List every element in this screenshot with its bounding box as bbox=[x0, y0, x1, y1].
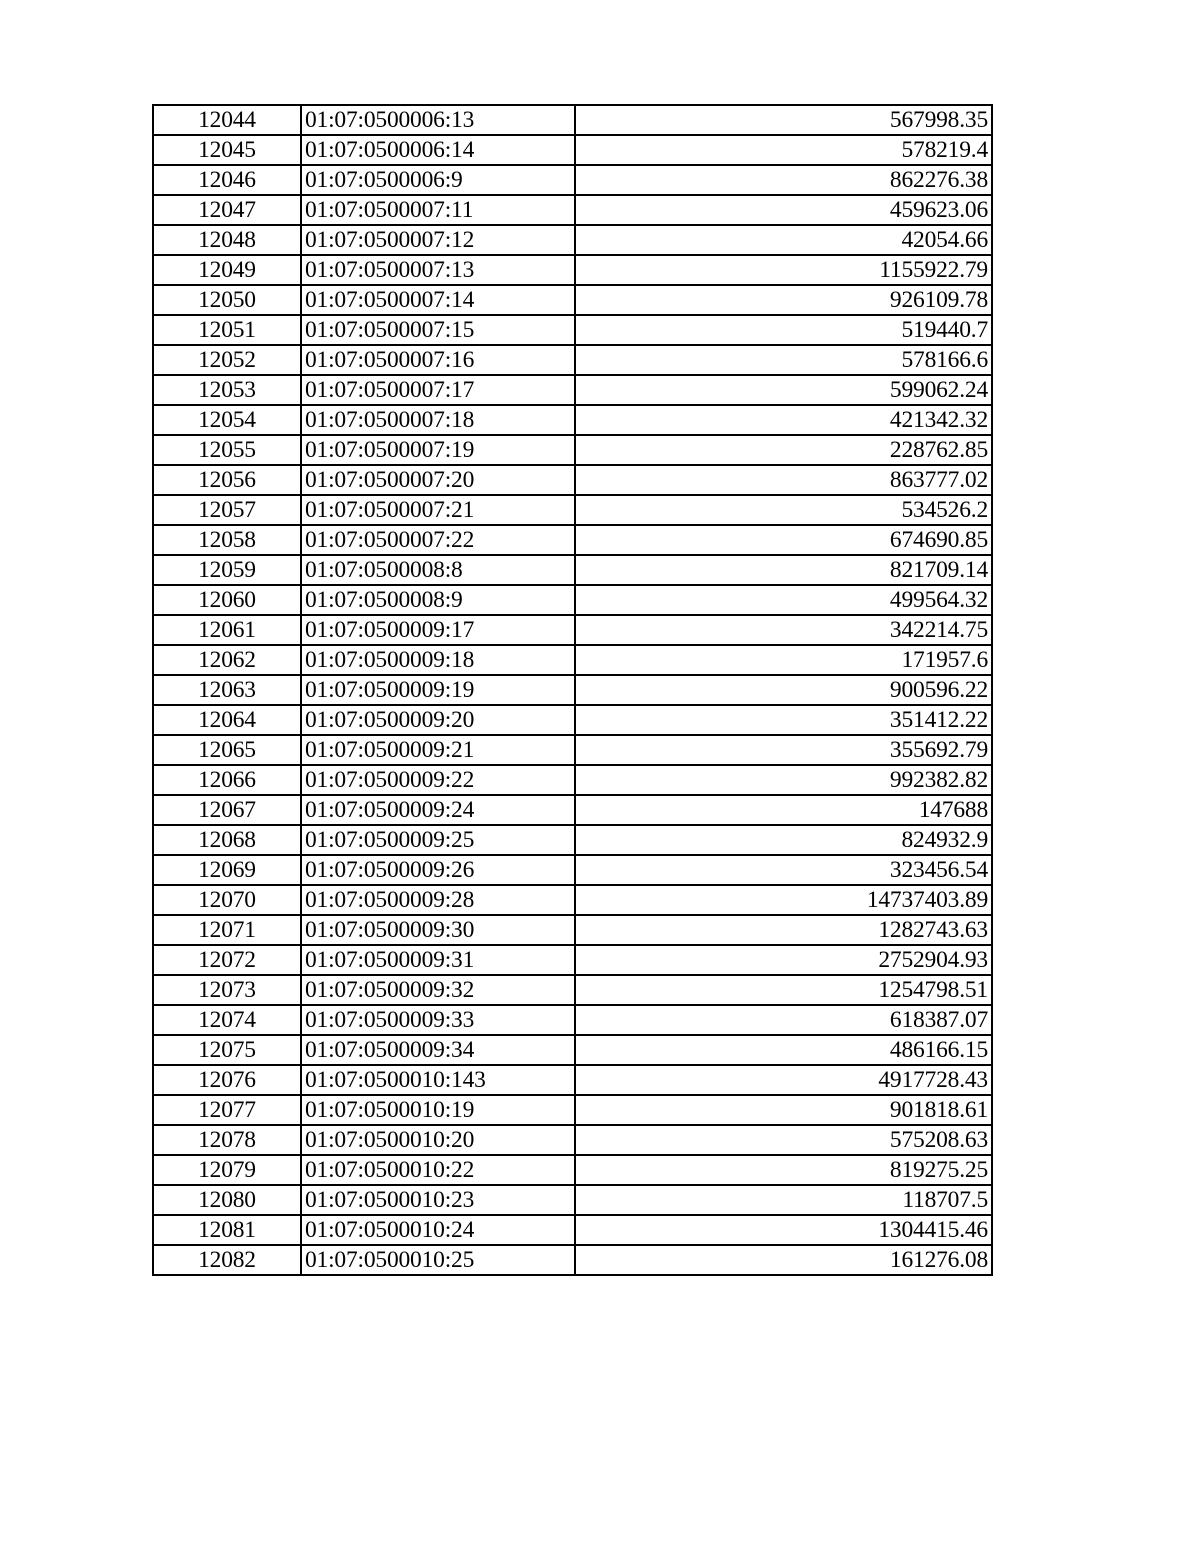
value-cell: 599062.24 bbox=[575, 375, 992, 405]
row-number-cell: 12045 bbox=[153, 135, 301, 165]
cadastral-number-cell: 01:07:0500007:19 bbox=[301, 435, 575, 465]
value-cell: 1155922.79 bbox=[575, 255, 992, 285]
value-cell: 578219.4 bbox=[575, 135, 992, 165]
cadastral-number-cell: 01:07:0500007:15 bbox=[301, 315, 575, 345]
table-row bbox=[153, 345, 992, 375]
table-row bbox=[153, 435, 992, 465]
row-number-cell: 12080 bbox=[153, 1185, 301, 1215]
row-number-cell: 12062 bbox=[153, 645, 301, 675]
row-number-cell: 12049 bbox=[153, 255, 301, 285]
cadastral-number-cell: 01:07:0500007:21 bbox=[301, 495, 575, 525]
value-cell: 578166.6 bbox=[575, 345, 992, 375]
value-cell: 534526.2 bbox=[575, 495, 992, 525]
cadastral-number-cell: 01:07:0500010:19 bbox=[301, 1095, 575, 1125]
row-number-cell: 12070 bbox=[153, 885, 301, 915]
cadastral-number-cell: 01:07:0500009:19 bbox=[301, 675, 575, 705]
cadastral-number-cell: 01:07:0500009:20 bbox=[301, 705, 575, 735]
row-number-cell: 12065 bbox=[153, 735, 301, 765]
row-number-cell: 12069 bbox=[153, 855, 301, 885]
value-cell: 4917728.43 bbox=[575, 1065, 992, 1095]
row-number-cell: 12079 bbox=[153, 1155, 301, 1185]
cadastral-number-cell: 01:07:0500009:32 bbox=[301, 975, 575, 1005]
table-row bbox=[153, 375, 992, 405]
table-body bbox=[153, 105, 992, 1275]
row-number-cell: 12067 bbox=[153, 795, 301, 825]
value-cell: 900596.22 bbox=[575, 675, 992, 705]
value-cell: 819275.25 bbox=[575, 1155, 992, 1185]
value-cell: 1282743.63 bbox=[575, 915, 992, 945]
table-row bbox=[153, 885, 992, 915]
value-cell: 351412.22 bbox=[575, 705, 992, 735]
table-row bbox=[153, 255, 992, 285]
row-number-cell: 12081 bbox=[153, 1215, 301, 1245]
cadastral-number-cell: 01:07:0500007:22 bbox=[301, 525, 575, 555]
cadastral-number-cell: 01:07:0500010:24 bbox=[301, 1215, 575, 1245]
table-row bbox=[153, 165, 992, 195]
table-row bbox=[153, 555, 992, 585]
row-number-cell: 12082 bbox=[153, 1245, 301, 1275]
table-row bbox=[153, 105, 992, 135]
cadastral-number-cell: 01:07:0500006:14 bbox=[301, 135, 575, 165]
value-cell: 147688 bbox=[575, 795, 992, 825]
value-cell: 567998.35 bbox=[575, 105, 992, 135]
table-row bbox=[153, 675, 992, 705]
cadastral-number-cell: 01:07:0500009:24 bbox=[301, 795, 575, 825]
value-cell: 1304415.46 bbox=[575, 1215, 992, 1245]
cadastral-number-cell: 01:07:0500009:31 bbox=[301, 945, 575, 975]
cadastral-number-cell: 01:07:0500009:30 bbox=[301, 915, 575, 945]
value-cell: 342214.75 bbox=[575, 615, 992, 645]
row-number-cell: 12052 bbox=[153, 345, 301, 375]
row-number-cell: 12074 bbox=[153, 1005, 301, 1035]
table-row bbox=[153, 615, 992, 645]
table-row bbox=[153, 855, 992, 885]
row-number-cell: 12047 bbox=[153, 195, 301, 225]
value-cell: 674690.85 bbox=[575, 525, 992, 555]
row-number-cell: 12078 bbox=[153, 1125, 301, 1155]
table-row bbox=[153, 705, 992, 735]
value-cell: 862276.38 bbox=[575, 165, 992, 195]
table-row bbox=[153, 1065, 992, 1095]
table-row bbox=[153, 1215, 992, 1245]
table-row bbox=[153, 1035, 992, 1065]
cadastral-number-cell: 01:07:0500006:9 bbox=[301, 165, 575, 195]
row-number-cell: 12066 bbox=[153, 765, 301, 795]
cadastral-number-cell: 01:07:0500010:25 bbox=[301, 1245, 575, 1275]
value-cell: 2752904.93 bbox=[575, 945, 992, 975]
value-cell: 171957.6 bbox=[575, 645, 992, 675]
table-row bbox=[153, 795, 992, 825]
cadastral-number-cell: 01:07:0500007:13 bbox=[301, 255, 575, 285]
cadastral-number-cell: 01:07:0500010:22 bbox=[301, 1155, 575, 1185]
cadastral-number-cell: 01:07:0500006:13 bbox=[301, 105, 575, 135]
row-number-cell: 12061 bbox=[153, 615, 301, 645]
value-cell: 323456.54 bbox=[575, 855, 992, 885]
row-number-cell: 12058 bbox=[153, 525, 301, 555]
row-number-cell: 12053 bbox=[153, 375, 301, 405]
cadastral-number-cell: 01:07:0500008:9 bbox=[301, 585, 575, 615]
row-number-cell: 12046 bbox=[153, 165, 301, 195]
row-number-cell: 12048 bbox=[153, 225, 301, 255]
table-row bbox=[153, 1185, 992, 1215]
cadastral-number-cell: 01:07:0500008:8 bbox=[301, 555, 575, 585]
value-cell: 992382.82 bbox=[575, 765, 992, 795]
value-cell: 926109.78 bbox=[575, 285, 992, 315]
value-cell: 618387.07 bbox=[575, 1005, 992, 1035]
cadastral-number-cell: 01:07:0500009:26 bbox=[301, 855, 575, 885]
value-cell: 824932.9 bbox=[575, 825, 992, 855]
cadastral-number-cell: 01:07:0500009:18 bbox=[301, 645, 575, 675]
table-row bbox=[153, 735, 992, 765]
cadastral-number-cell: 01:07:0500007:18 bbox=[301, 405, 575, 435]
value-cell: 575208.63 bbox=[575, 1125, 992, 1155]
cadastral-number-cell: 01:07:0500009:28 bbox=[301, 885, 575, 915]
value-cell: 118707.5 bbox=[575, 1185, 992, 1215]
value-cell: 421342.32 bbox=[575, 405, 992, 435]
table-row bbox=[153, 405, 992, 435]
row-number-cell: 12076 bbox=[153, 1065, 301, 1095]
row-number-cell: 12077 bbox=[153, 1095, 301, 1125]
row-number-cell: 12071 bbox=[153, 915, 301, 945]
table-row bbox=[153, 945, 992, 975]
cadastral-number-cell: 01:07:0500007:11 bbox=[301, 195, 575, 225]
cadastral-number-cell: 01:07:0500010:20 bbox=[301, 1125, 575, 1155]
row-number-cell: 12068 bbox=[153, 825, 301, 855]
value-cell: 901818.61 bbox=[575, 1095, 992, 1125]
row-number-cell: 12063 bbox=[153, 675, 301, 705]
value-cell: 486166.15 bbox=[575, 1035, 992, 1065]
table-row bbox=[153, 825, 992, 855]
value-cell: 14737403.89 bbox=[575, 885, 992, 915]
table-row bbox=[153, 1125, 992, 1155]
table-row bbox=[153, 645, 992, 675]
value-cell: 161276.08 bbox=[575, 1245, 992, 1275]
value-cell: 42054.66 bbox=[575, 225, 992, 255]
table-row bbox=[153, 285, 992, 315]
cadastral-number-cell: 01:07:0500007:14 bbox=[301, 285, 575, 315]
table-row bbox=[153, 585, 992, 615]
table-row bbox=[153, 915, 992, 945]
row-number-cell: 12073 bbox=[153, 975, 301, 1005]
value-cell: 519440.7 bbox=[575, 315, 992, 345]
row-number-cell: 12075 bbox=[153, 1035, 301, 1065]
row-number-cell: 12056 bbox=[153, 465, 301, 495]
cadastral-number-cell: 01:07:0500007:20 bbox=[301, 465, 575, 495]
cadastral-number-cell: 01:07:0500009:22 bbox=[301, 765, 575, 795]
value-cell: 821709.14 bbox=[575, 555, 992, 585]
row-number-cell: 12054 bbox=[153, 405, 301, 435]
cadastral-number-cell: 01:07:0500009:33 bbox=[301, 1005, 575, 1035]
row-number-cell: 12060 bbox=[153, 585, 301, 615]
table-row bbox=[153, 1155, 992, 1185]
table-row bbox=[153, 525, 992, 555]
row-number-cell: 12072 bbox=[153, 945, 301, 975]
cadastral-number-cell: 01:07:0500009:21 bbox=[301, 735, 575, 765]
value-cell: 1254798.51 bbox=[575, 975, 992, 1005]
row-number-cell: 12051 bbox=[153, 315, 301, 345]
cadastral-number-cell: 01:07:0500010:23 bbox=[301, 1185, 575, 1215]
cadastral-number-cell: 01:07:0500009:25 bbox=[301, 825, 575, 855]
table-row bbox=[153, 135, 992, 165]
value-cell: 228762.85 bbox=[575, 435, 992, 465]
data-table bbox=[152, 104, 993, 1276]
table-row bbox=[153, 315, 992, 345]
row-number-cell: 12064 bbox=[153, 705, 301, 735]
cadastral-number-cell: 01:07:0500010:143 bbox=[301, 1065, 575, 1095]
cadastral-number-cell: 01:07:0500009:34 bbox=[301, 1035, 575, 1065]
table-row bbox=[153, 495, 992, 525]
value-cell: 499564.32 bbox=[575, 585, 992, 615]
table-row bbox=[153, 225, 992, 255]
value-cell: 459623.06 bbox=[575, 195, 992, 225]
row-number-cell: 12059 bbox=[153, 555, 301, 585]
table-row bbox=[153, 1005, 992, 1035]
cadastral-number-cell: 01:07:0500007:16 bbox=[301, 345, 575, 375]
cadastral-number-cell: 01:07:0500007:12 bbox=[301, 225, 575, 255]
cadastral-number-cell: 01:07:0500007:17 bbox=[301, 375, 575, 405]
row-number-cell: 12057 bbox=[153, 495, 301, 525]
table-row bbox=[153, 465, 992, 495]
row-number-cell: 12055 bbox=[153, 435, 301, 465]
table-row bbox=[153, 1245, 992, 1275]
cadastral-number-cell: 01:07:0500009:17 bbox=[301, 615, 575, 645]
table-row bbox=[153, 765, 992, 795]
table-row bbox=[153, 975, 992, 1005]
value-cell: 863777.02 bbox=[575, 465, 992, 495]
row-number-cell: 12050 bbox=[153, 285, 301, 315]
table-row bbox=[153, 1095, 992, 1125]
value-cell: 355692.79 bbox=[575, 735, 992, 765]
table-row bbox=[153, 195, 992, 225]
row-number-cell: 12044 bbox=[153, 105, 301, 135]
